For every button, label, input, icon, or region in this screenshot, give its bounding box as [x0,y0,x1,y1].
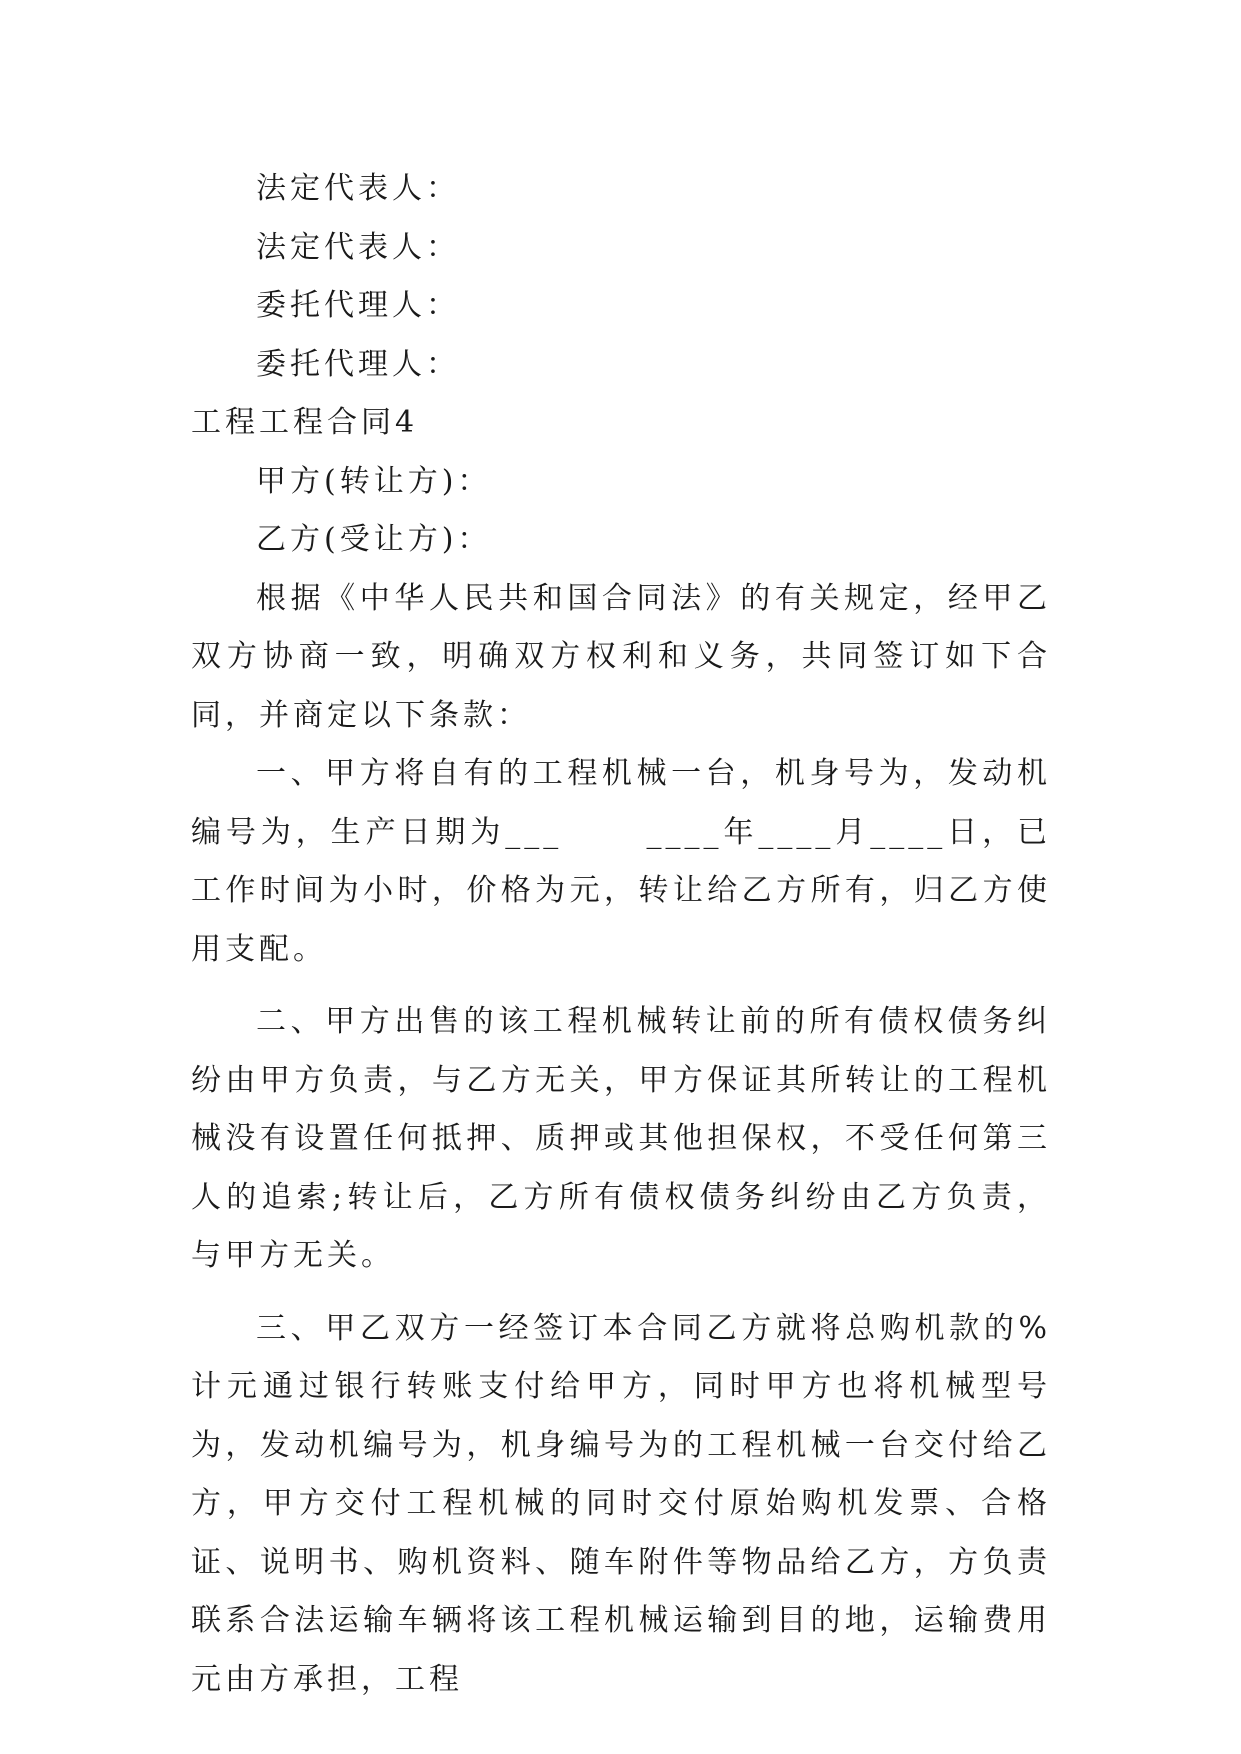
party-a-line: 甲方(转让方)： [256,463,492,499]
contract-body [191,160,1051,1709]
signature-line-agent-2: 委托代理人： [256,346,460,382]
preamble-paragraph: 根据《中华人民共和国合同法》的有关规定，经甲乙双方协商一致，明确双方权利和义务，共同签订如下合同，并商定以下条款： [191,580,1051,733]
party-b-line: 乙方(受让方)： [256,522,492,557]
clause-1-paragraph: 一、甲方将自有的工程机械一台，机身号为，发动机编号为，生产日期为___ ____年____月____日，已工作时间为小时，价格为元，转让给乙方所有，归乙方使用支配。 [191,756,1051,967]
signature-line-legal-rep-2: 法定代表人： [256,229,460,265]
clause-2-paragraph: 二、甲方出售的该工程机械转让前的所有债权债务纠纷由甲方负责，与乙方无关，甲方保证其所转让的工程机械没有设置任何抵押、质押或其他担保权，不受任何第三人的追索;转让后，乙方所有债权债务纠纷由乙方负责，与甲方无关。 [191,1004,1051,1273]
section-title: 工程工程合同4 [191,405,419,440]
signature-line-agent-1: 委托代理人： [256,288,460,323]
clause-3-paragraph: 三、甲乙双方一经签订本合同乙方就将总购机款的%计元通过银行转账支付给甲方，同时甲方也将机械型号为，发动机编号为，机身编号为的工程机械一台交付给乙方，甲方交付工程机械的同时交付原始购机发票、合格证、说明书、购机资料、随车附件等物品给乙方，方负责联系合法运输车辆将该工程机械运输到目的地，运输费用元由方承担，工程 [191,1310,1051,1697]
signature-line-legal-rep-1: 法定代表人： [256,171,460,206]
